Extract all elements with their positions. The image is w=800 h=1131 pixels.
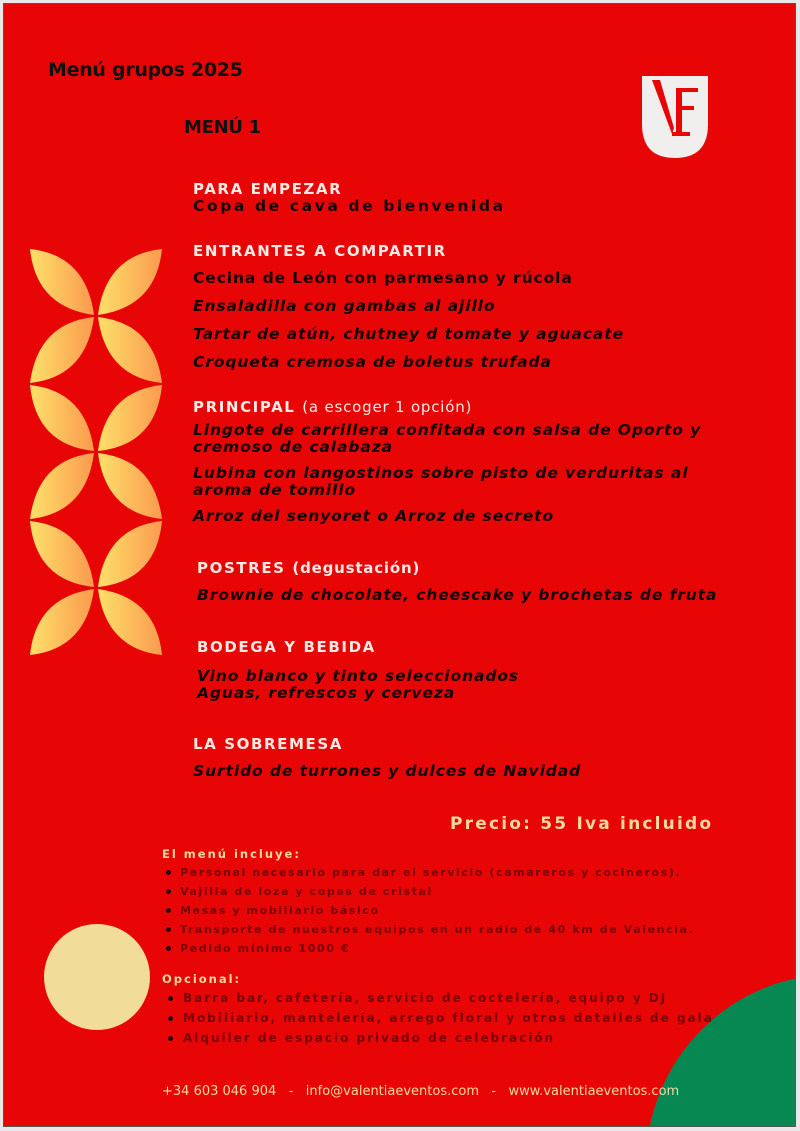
optional-item: Alquiler de espacio privado de celebración [162, 1028, 714, 1048]
website-link[interactable]: www.valentiaeventos.com [508, 1084, 680, 1099]
includes-item: Personal necesario para dar el servicio (camareros y cocineros). [162, 863, 694, 882]
menu-item: Lubina con langostinos sobre pisto de verduritas al aroma de tomillo [193, 464, 689, 499]
includes-section [162, 847, 694, 958]
menu-page [3, 3, 796, 1127]
includes-item: Vajilla de loza y copas de cristal [162, 882, 694, 901]
separator: - [288, 1084, 294, 1099]
ve-monogram-shield-icon [638, 72, 714, 162]
menu-item: Lingote de carrillera confitada con salsa de Oporto y cremoso de calabaza [193, 421, 702, 456]
email-link[interactable]: info@valentiaeventos.com [305, 1084, 480, 1099]
section-bodega [197, 638, 519, 702]
optional-item: Barra bar, cafetería, servicio de coctelería, equipo y DJ [162, 988, 714, 1008]
section-heading: BODEGA Y BEBIDA [197, 638, 376, 656]
section-heading-note: (a escoger 1 opción) [302, 398, 473, 416]
menu-item: Aguas, refrescos y cerveza [197, 684, 456, 702]
section-para-empezar [193, 180, 506, 215]
separator: - [491, 1084, 497, 1099]
phone-link[interactable]: +34 603 046 904 [162, 1084, 277, 1099]
menu-item: Vino blanco y tinto seleccionados [197, 667, 520, 685]
price-label: Precio: 55 Iva incluido [450, 814, 714, 834]
includes-item: Mesas y mobiliario básico [162, 901, 694, 920]
petal-pattern-decoration [26, 247, 166, 657]
menu-item: Brownie de chocolate, cheescake y brochetas de fruta [197, 586, 718, 604]
section-heading [197, 559, 717, 577]
optional-item: Mobiliario, mantelería, arrego floral y otros detalles de gala [162, 1008, 714, 1028]
section-entrantes [193, 242, 624, 371]
menu-number: MENÚ 1 [184, 117, 261, 138]
menu-item: Copa de cava de bienvenida [193, 197, 506, 215]
footer-contact [162, 1084, 679, 1099]
section-postres [197, 559, 717, 604]
menu-item: Tartar de atún, chutney d tomate y aguacate [193, 325, 624, 343]
includes-heading: El menú incluye: [162, 847, 301, 861]
optional-list [162, 988, 714, 1048]
section-heading-label: POSTRES [197, 559, 286, 577]
menu-item: Croqueta cremosa de boletus trufada [193, 353, 552, 371]
section-heading-note: (degustación) [292, 559, 421, 577]
section-heading [193, 398, 713, 416]
includes-list [162, 863, 694, 958]
section-sobremesa [193, 735, 581, 780]
section-heading: PARA EMPEZAR [193, 180, 343, 198]
includes-item: Transporte de nuestros equipos en un radio de 40 km de Valencia. [162, 920, 694, 939]
cream-circle-decoration [44, 924, 150, 1030]
menu-item: Cecina de León con parmesano y rúcola [193, 269, 573, 287]
menu-item: Arroz del senyoret o Arroz de secreto [193, 507, 554, 525]
section-principal [193, 398, 713, 525]
optional-section [162, 972, 714, 1048]
optional-heading: Opcional: [162, 972, 242, 986]
includes-item: Pedido mínimo 1000 € [162, 939, 694, 958]
section-heading: LA SOBREMESA [193, 735, 343, 753]
menu-item: Ensaladilla con gambas al ajillo [193, 297, 496, 315]
section-heading: ENTRANTES A COMPARTIR [193, 242, 447, 260]
menu-item: Surtido de turrones y dulces de Navidad [193, 762, 582, 780]
section-heading-label: PRINCIPAL [193, 398, 296, 416]
page-title: Menú grupos 2025 [48, 59, 243, 81]
